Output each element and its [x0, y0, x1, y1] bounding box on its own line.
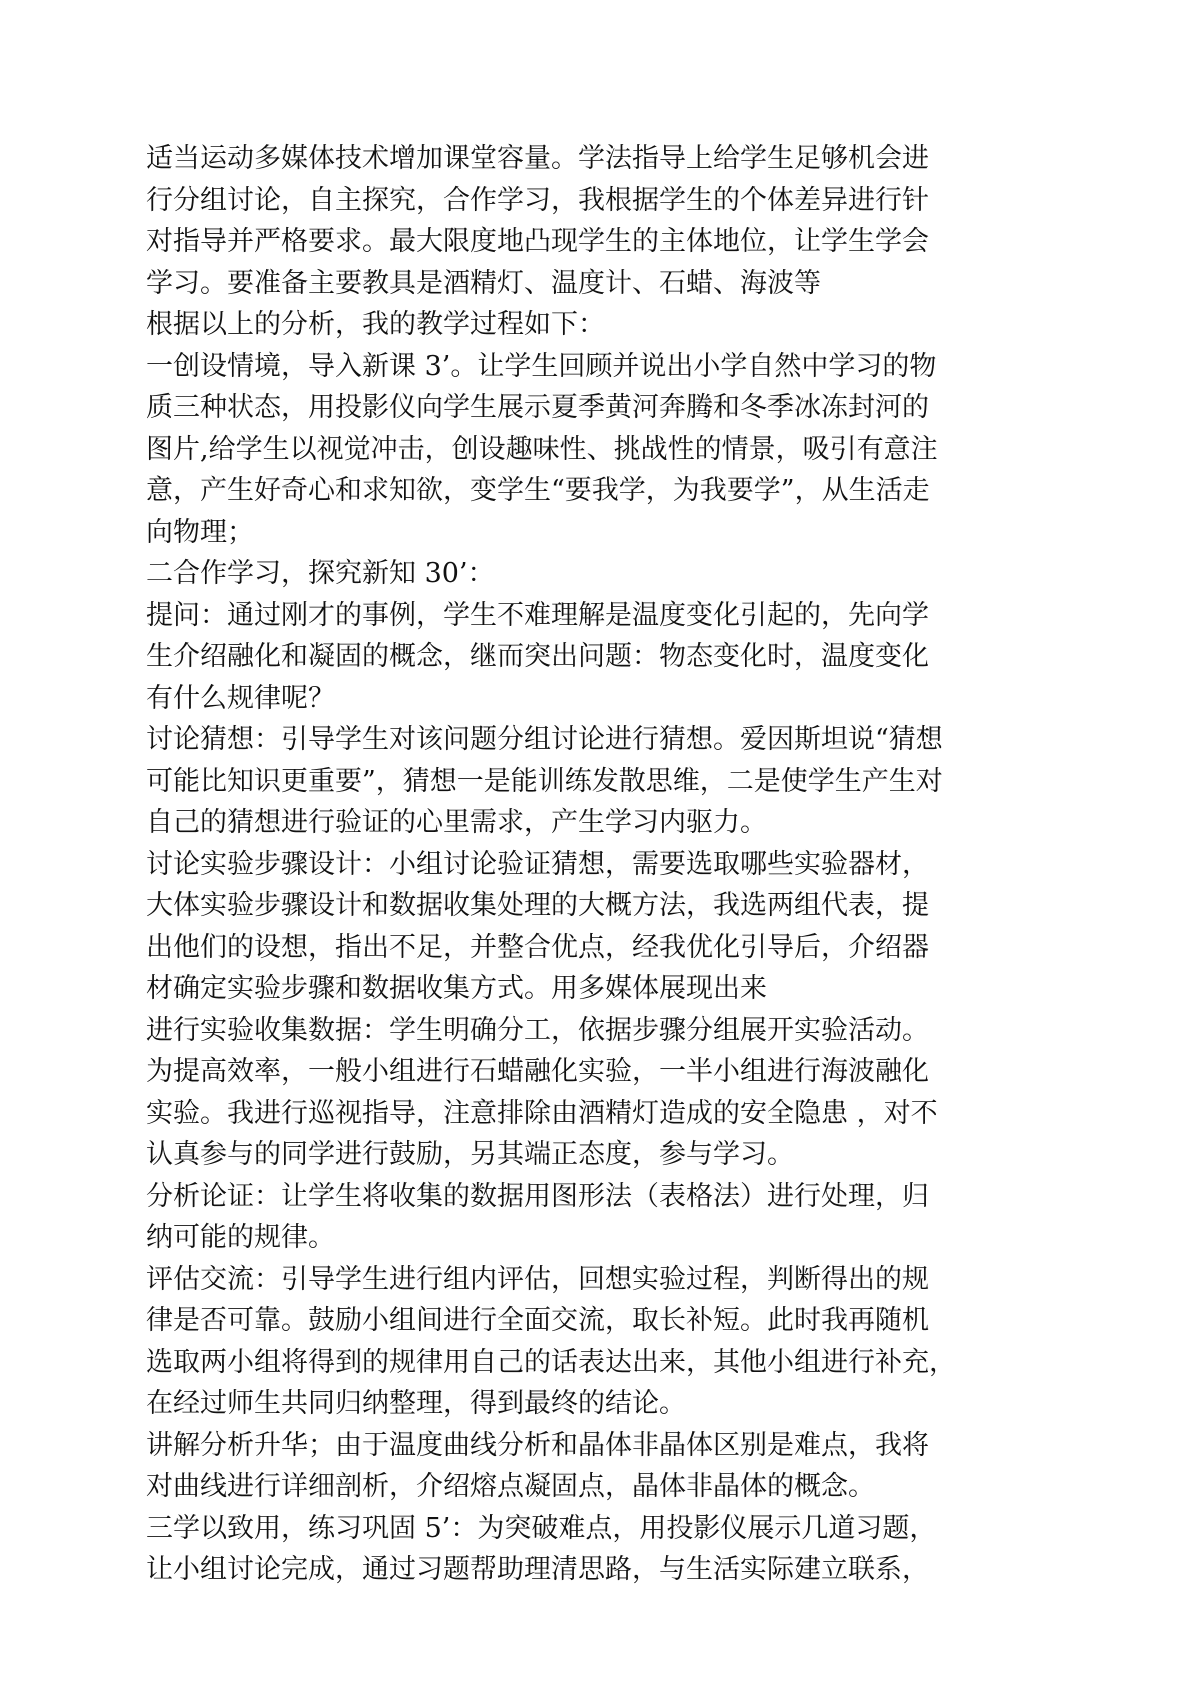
text-line: 行分组讨论，自主探究，合作学习，我根据学生的个体差异进行针 — [146, 184, 929, 216]
text-line: 可能比知识更重要”，猜想一是能训练发散思维，二是使学生产生对 — [146, 765, 943, 797]
text-line: 评估交流：引导学生进行组内评估，回想实验过程，判断得出的规 — [146, 1263, 929, 1295]
text-line: 图片,给学生以视觉冲击，创设趣味性、挑战性的情景，吸引有意注 — [146, 433, 938, 465]
text-line: 在经过师生共同归纳整理，得到最终的结论。 — [146, 1388, 686, 1419]
text-line: 讨论实验步骤设计：小组讨论验证猜想，需要选取哪些实验器材， — [146, 848, 929, 880]
text-line: 认真参与的同学进行鼓励，另其端正态度，参与学习。 — [146, 1139, 794, 1170]
text-line: 学习。要准备主要教具是酒精灯、温度计、石蜡、海波等 — [146, 267, 821, 299]
text-line: 有什么规律呢？ — [146, 682, 335, 714]
text-line: 分析论证：让学生将收集的数据用图形法（表格法）进行处理，归 — [146, 1180, 929, 1212]
text-line: 适当运动多媒体技术增加课堂容量。学法指导上给学生足够机会进 — [146, 143, 929, 174]
text-line: 根据以上的分析，我的教学过程如下： — [146, 309, 605, 340]
text-line: 让小组讨论完成，通过习题帮助理清思路，与生活实际建立联系， — [146, 1554, 929, 1585]
text-line: 为提高效率，一般小组进行石蜡融化实验，一半小组进行海波融化 — [146, 1056, 929, 1087]
text-line: 三学以致用，练习巩固 5’：为突破难点，用投影仪展示几道习题， — [146, 1512, 937, 1544]
text-line: 二合作学习，探究新知 30’： — [146, 558, 495, 589]
text-line: 律是否可靠。鼓励小组间进行全面交流，取长补短。此时我再随机 — [146, 1305, 929, 1336]
text-line: 大体实验步骤设计和数据收集处理的大概方法，我选两组代表，提 — [146, 890, 929, 921]
text-line: 质三种状态，用投影仪向学生展示夏季黄河奔腾和冬季冰冻封河的 — [146, 392, 929, 423]
text-line: 材确定实验步骤和数据收集方式。用多媒体展现出来 — [146, 973, 767, 1004]
text-line: 实验。我进行巡视指导，注意排除由酒精灯造成的安全隐患 ，对不 — [146, 1097, 938, 1129]
text-line: 向物理； — [146, 516, 254, 548]
text-line: 讲解分析升华；由于温度曲线分析和晶体非晶体区别是难点，我将 — [146, 1429, 929, 1461]
text-line: 选取两小组将得到的规律用自己的话表达出来，其他小组进行补充， — [146, 1346, 956, 1378]
document-body — [146, 138, 1046, 1591]
text-line: 对指导并严格要求。最大限度地凸现学生的主体地位，让学生学会 — [146, 226, 929, 257]
text-line: 讨论猜想：引导学生对该问题分组讨论进行猜想。爱因斯坦说“猜想 — [146, 724, 943, 755]
text-line: 一创设情境，导入新课 3’。让学生回顾并说出小学自然中学习的物 — [146, 350, 937, 382]
text-line: 自己的猜想进行验证的心里需求，产生学习内驱力。 — [146, 807, 767, 838]
text-line: 进行实验收集数据：学生明确分工，依据步骤分组展开实验活动。 — [146, 1014, 929, 1046]
text-line: 提问：通过刚才的事例，学生不难理解是温度变化引起的，先向学 — [146, 599, 929, 631]
text-line: 出他们的设想，指出不足，并整合优点，经我优化引导后，介绍器 — [146, 931, 929, 963]
text-line: 纳可能的规律。 — [146, 1222, 335, 1253]
text-line: 生介绍融化和凝固的概念，继而突出问题：物态变化时，温度变化 — [146, 641, 929, 672]
text-line: 对曲线进行详细剖析，介绍熔点凝固点，晶体非晶体的概念。 — [146, 1471, 875, 1502]
text-line: 意，产生好奇心和求知欲，变学生“要我学，为我要学”，从生活走 — [146, 475, 930, 506]
